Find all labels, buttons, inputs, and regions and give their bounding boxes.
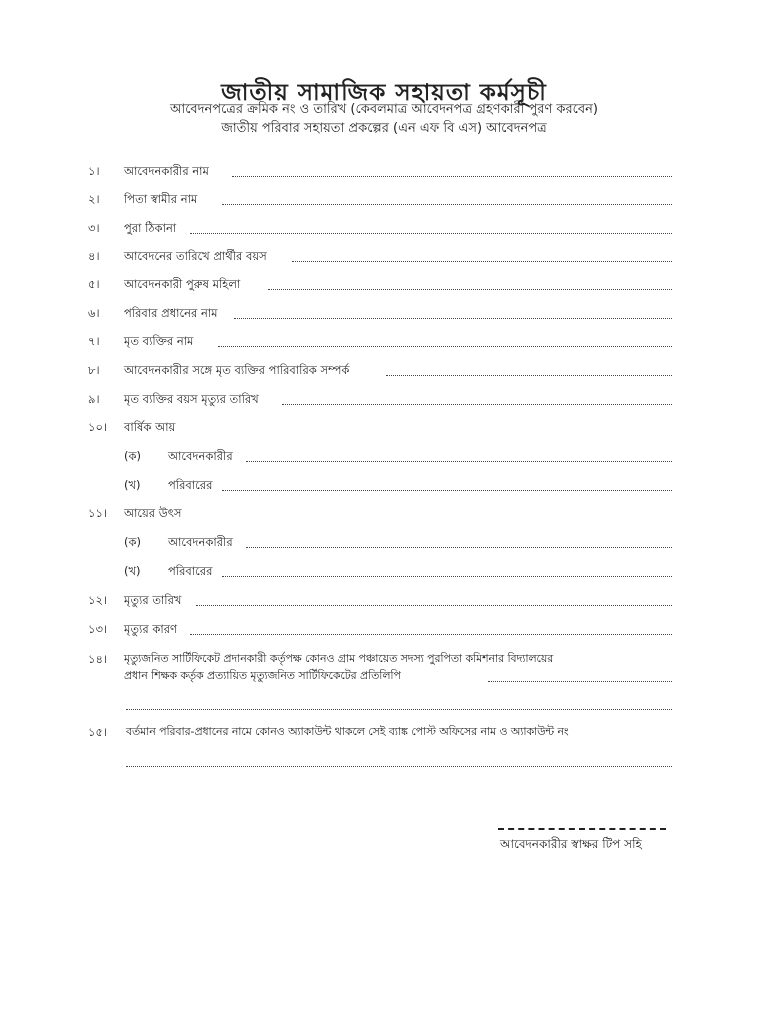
field-number: ১। [88, 164, 100, 178]
fill-line[interactable] [190, 223, 672, 234]
fill-line[interactable] [246, 537, 672, 548]
field-number: ৯। [88, 392, 100, 406]
form-subtitle: আবেদনপত্রের ক্রমিক নং ও তারিখ (কেবলমাত্র আবেদনপত্র গ্রহণকারী পুরণ করবেন) [170, 102, 598, 117]
bank-account-text: বর্তমান পরিবার-প্রধানের নামে কোনও অ্যাকাউন্ট থাকলে সেই ব্যাঙ্ক পোস্ট অফিসের নাম ও অ্যাকাউন্ট নং [126, 725, 569, 738]
fill-line[interactable] [126, 699, 672, 710]
field-number: ১১। [88, 506, 108, 520]
field-number: ৩। [88, 221, 100, 235]
field-label: মৃত ব্যক্তির বয়স মৃত্যুর তারিখ [124, 392, 259, 406]
field-label: আয়ের উৎস [124, 506, 182, 520]
sub-field-letter: (ক) [124, 449, 142, 463]
signature-line[interactable] [498, 828, 666, 835]
fill-line[interactable] [222, 566, 672, 577]
field-label: পরিবারের [168, 478, 213, 492]
fill-line[interactable] [190, 624, 672, 635]
fill-line[interactable] [218, 336, 672, 347]
fill-line[interactable] [268, 279, 672, 290]
field-number: ৭। [88, 334, 100, 348]
fill-line[interactable] [126, 756, 672, 767]
form-subtitle-2: জাতীয় পরিবার সহায়তা প্রকল্পের (এন এফ বি এস) আবেদনপত্র [221, 121, 547, 136]
sub-field-letter: (ক) [124, 535, 142, 549]
field-label: পরিবারের [168, 564, 213, 578]
sub-field-letter: (খ) [124, 564, 141, 578]
field-label: মৃত ব্যক্তির নাম [124, 334, 194, 348]
field-label: আবেদনকারীর সঙ্গে মৃত ব্যক্তির পারিবারিক সম্পর্ক [124, 363, 350, 377]
field-number: ৬। [88, 306, 100, 320]
fill-line[interactable] [246, 451, 672, 462]
field-label: আবেদনকারী পুরুষ মহিলা [124, 277, 241, 291]
field-number: ১২। [88, 593, 108, 607]
field-label: পিতা স্বামীর নাম [124, 192, 198, 206]
field-number: ১৫। [88, 725, 108, 739]
fill-line[interactable] [386, 365, 672, 376]
field-label: মৃত্যুর তারিখ [124, 593, 182, 607]
field-number: ৪। [88, 249, 100, 263]
form-title: জাতীয় সামাজিক সহায়তা কর্মসূচী [221, 80, 547, 106]
field-label: আবেদনকারীর [168, 535, 233, 549]
field-label: মৃত্যুর কারণ [124, 622, 177, 636]
field-number: ১০। [88, 420, 108, 434]
field-label: আবেদনকারীর নাম [124, 164, 209, 178]
fill-line[interactable] [232, 166, 672, 177]
fill-line[interactable] [282, 394, 672, 405]
field-label: আবেদনকারীর [168, 449, 233, 463]
certificate-text-line-2: প্রধান শিক্ষক কর্তৃক প্রত্যায়িত মৃত্যুজনিত সার্টিফিকেটের প্রতিলিপি [124, 669, 401, 682]
field-number: ১৩। [88, 622, 108, 636]
field-label: পরিবার প্রধানের নাম [124, 306, 218, 320]
fill-line[interactable] [488, 671, 672, 682]
signature-label: আবেদনকারীর স্বাক্ষর টিপ সহি [500, 837, 642, 851]
sub-field-letter: (খ) [124, 478, 141, 492]
fill-line[interactable] [196, 595, 672, 606]
field-number: ২। [88, 192, 100, 206]
fill-line[interactable] [292, 251, 672, 262]
fill-line[interactable] [222, 480, 672, 491]
fill-line[interactable] [234, 308, 672, 319]
field-label: পুরা ঠিকানা [124, 221, 177, 235]
field-number: ১৪। [88, 652, 108, 666]
field-label: বার্ষিক আয় [124, 420, 176, 434]
field-number: ৫। [88, 277, 100, 291]
fill-line[interactable] [222, 194, 672, 205]
certificate-text-line-1: মৃত্যুজনিত সার্টিফিকেট প্রদানকারী কর্তৃপক্ষ কোনও গ্রাম পঞ্চায়েত সদস্য পুরপিতা কমিশনার বিদ্যালয়ের [124, 652, 554, 665]
field-number: ৮। [88, 363, 100, 377]
field-label: আবেদনের তারিখে প্রার্থীর বয়স [124, 249, 267, 263]
